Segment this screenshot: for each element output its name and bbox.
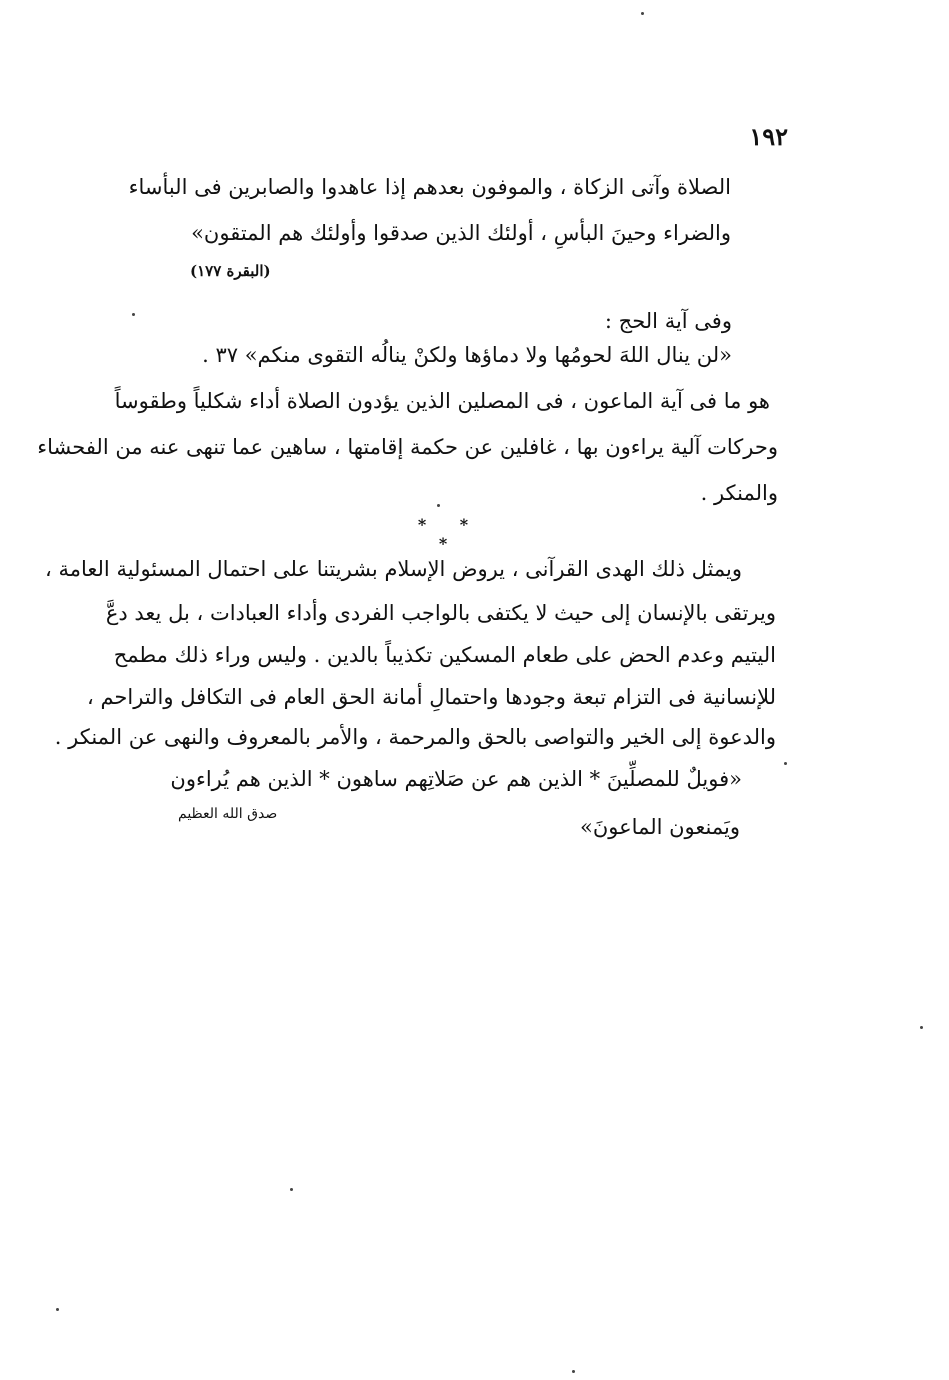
closing-line-2: ويرتقى بالإنسان إلى حيث لا يكتفى بالواجب الفردى وأداء العبادات ، بل يعد دعَّ xyxy=(105,601,776,625)
scan-speck xyxy=(784,762,787,765)
scan-speck xyxy=(920,1026,923,1029)
final-verse-line-1: «فويلٌ للمصلِّينَ * الذين هم عن صَلاتِهم ساهون * الذين هم يُراءون xyxy=(170,767,742,791)
closing-line-5: والدعوة إلى الخير والتواصى بالحق والمرحمة ، والأمر بالمعروف والنهى عن المنكر . xyxy=(54,725,776,749)
verse-reference: (البقرة ١٧٧) xyxy=(190,262,271,280)
scan-speck xyxy=(641,12,644,15)
scan-speck xyxy=(290,1188,293,1191)
final-verse-line-2: ويَمنعون الماعونَ» xyxy=(580,815,740,839)
hajj-commentary-line-3: والمنكر . xyxy=(700,481,778,505)
hajj-verse: «لن ينال اللهَ لحومُها ولا دماؤها ولكنْ ينالُه التقوى منكم» ٣٧ . xyxy=(202,343,732,367)
hajj-commentary-line-1: هو ما فى آية الماعون ، فى المصلين الذين يؤدون الصلاة أداء شكلياً وطقوساً xyxy=(114,389,770,413)
scan-speck xyxy=(132,313,135,316)
scan-speck xyxy=(56,1308,59,1311)
page-number: ١٩٢ xyxy=(749,122,788,151)
closing-line-1: ويمثل ذلك الهدى القرآنى ، يروض الإسلام بشريتنا على احتمال المسئولية العامة ، xyxy=(45,557,742,581)
closing-line-4: للإنسانية فى التزام تبعة وجودها واحتمالِ أمانة الحق العام فى التكافل والتراحم ، xyxy=(86,685,776,709)
scan-speck xyxy=(437,504,440,507)
scan-speck xyxy=(572,1370,575,1373)
hajj-commentary-line-2: وحركات آلية يراءون بها ، غافلين عن حكمة إقامتها ، ساهين عما تنهى عنه من الفحشاء xyxy=(37,435,778,459)
verse-continuation-line-2: والضراء وحينَ البأسِ ، أولئك الذين صدقوا وأولئك هم المتقون» xyxy=(191,221,731,245)
hajj-intro: وفى آية الحج : xyxy=(604,309,732,333)
section-separator: * * * xyxy=(417,515,483,553)
closing-signature: صدق الله العظيم xyxy=(178,806,278,822)
verse-continuation-line-1: الصلاة وآتى الزكاة ، والموفون بعدهم إذا عاهدوا والصابرين فى البأساء xyxy=(128,175,731,199)
closing-line-3: اليتيم وعدم الحض على طعام المسكين تكذيباً بالدين . وليس وراء ذلك مطمح xyxy=(113,643,776,667)
